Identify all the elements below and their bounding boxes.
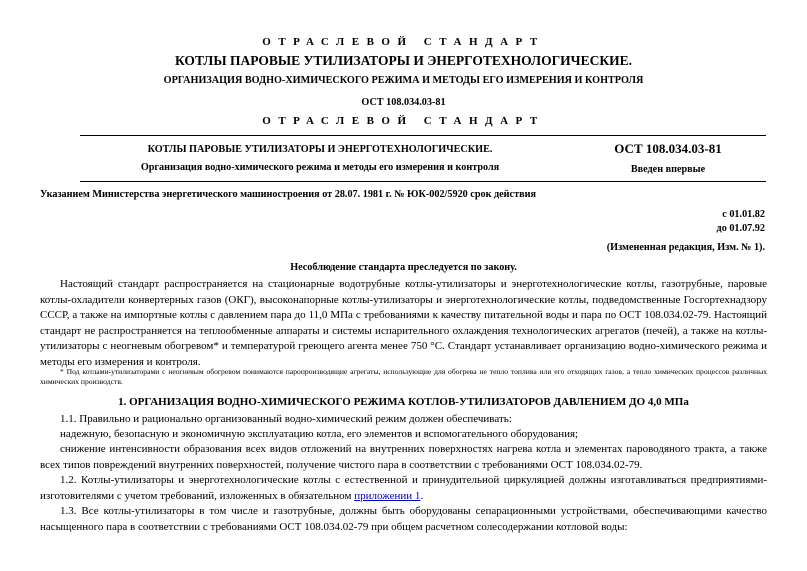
appendix-1-link[interactable]: приложении 1 — [354, 489, 421, 502]
clause-1-1-item-b: снижение интенсивности образования всех видов отложений на внутренних поверхностях нагрева котла и элементах пароводяного тракта, а также всех типов повреждений внутренних поверхностей, получение чистого пара в соответствии с требованиями ОСТ 108.034.02-79. — [40, 443, 767, 471]
footnote: * Под котлами-утилизаторами с неогневым обогревом понимаются паропроизводящие агрегаты, использующие для обогрева не тепло топлива или его отходящих газов, а тепло химических процессов различных химических производств. — [40, 367, 767, 386]
title-block-left-title: КОТЛЫ ПАРОВЫЕ УТИЛИЗАТОРЫ И ЭНЕРГОТЕХНОЛОГИЧЕСКИЕ. — [147, 144, 493, 155]
top-standard-label: ОТРАСЛЕВОЙ СТАНДАРТ — [262, 36, 545, 48]
main-title: КОТЛЫ ПАРОВЫЕ УТИЛИЗАТОРЫ И ЭНЕРГОТЕХНОЛОГИЧЕСКИЕ. — [174, 53, 632, 68]
clause-1-1: 1.1. Правильно и рационально организованный водно-химический режим должен обеспечивать: — [60, 413, 512, 425]
title-block-top-rule — [80, 135, 766, 136]
section-1-heading: 1. ОРГАНИЗАЦИЯ ВОДНО-ХИМИЧЕСКОГО РЕЖИМА КОТЛОВ-УТИЛИЗАТОРОВ ДАВЛЕНИЕМ ДО 4,0 МПа — [118, 396, 689, 408]
revision-note: (Измененная редакция, Изм. № 1). — [606, 242, 765, 253]
clause-1-1-item-a: надежную, безопасную и экономичную эксплуатацию котла, его элементов и вспомогательного оборудования; — [60, 428, 579, 440]
clause-1-2-text: 1.2. Котлы-утилизаторы и энерготехнологические котлы с естественной и принудительной циркуляцией должны изготавливаться предприятиями-изготовителями с учетом требований, изложенных в обязательном — [40, 474, 767, 502]
clause-1-2 — [40, 473, 767, 504]
decree-text: Указанием Министерства энергетического машиностроения от 28.07. 1981 г. № ЮК-002/5920 срок действия — [40, 189, 536, 200]
title-block-left-subtitle: Организация водно-химического режима и методы его измерения и контроля — [140, 162, 500, 173]
clause-1-3: 1.3. Все котлы-утилизаторы в том числе и газотрубные, должны быть оборудованы сепарационными устройствами, обеспечивающими качество насыщенного пара в соответствии с требованиями ОСТ 108.034.02-79 при общем расчетном солесодержании котловой воды: — [40, 505, 767, 533]
second-standard-label: ОТРАСЛЕВОЙ СТАНДАРТ — [262, 115, 545, 127]
document-code: ОСТ 108.034.03-81 — [361, 97, 446, 108]
title-block-bottom-rule — [80, 181, 766, 182]
intro-paragraph: Настоящий стандарт распространяется на стационарные водотрубные котлы-утилизаторы и энерготехнологические котлы, газотрубные, паровые котлы-охладители конвертерных газов (ОКГ), высоконапорные котлы-утилизаторы и энерготехнологические котлы, подведомственные Госгортехнадзору СССР, а также на импортные котлы с давлением пара до 11,0 МПа с требованиями к качеству питательной воды и пара по ОСТ 108.034.02-79. Настоящий стандарт не распространяется на теплообменные аппараты и системы испарительного охлаждения технологических агрегатов (печей), а также на котлы-утилизаторы с неогневым обогревом* и температурой греющего агента менее 750 °С. Стандарт устанавливает организацию водно-химического режима и методы его измерения и контроля. — [40, 278, 767, 368]
document-subtitle: ОРГАНИЗАЦИЯ ВОДНО-ХИМИЧЕСКОГО РЕЖИМА И МЕТОДЫ ЕГО ИЗМЕРЕНИЯ И КОНТРОЛЯ — [163, 75, 644, 86]
decree-valid-to: до 01.07.92 — [716, 223, 765, 234]
decree-valid-from: с 01.01.82 — [722, 209, 765, 220]
title-block-code: ОСТ 108.034.03-81 — [614, 141, 722, 156]
clause-1-2-end: . — [420, 489, 424, 502]
warning-text: Несоблюдение стандарта преследуется по закону. — [290, 262, 517, 273]
title-block-intro-note: Введен впервые — [630, 164, 706, 175]
